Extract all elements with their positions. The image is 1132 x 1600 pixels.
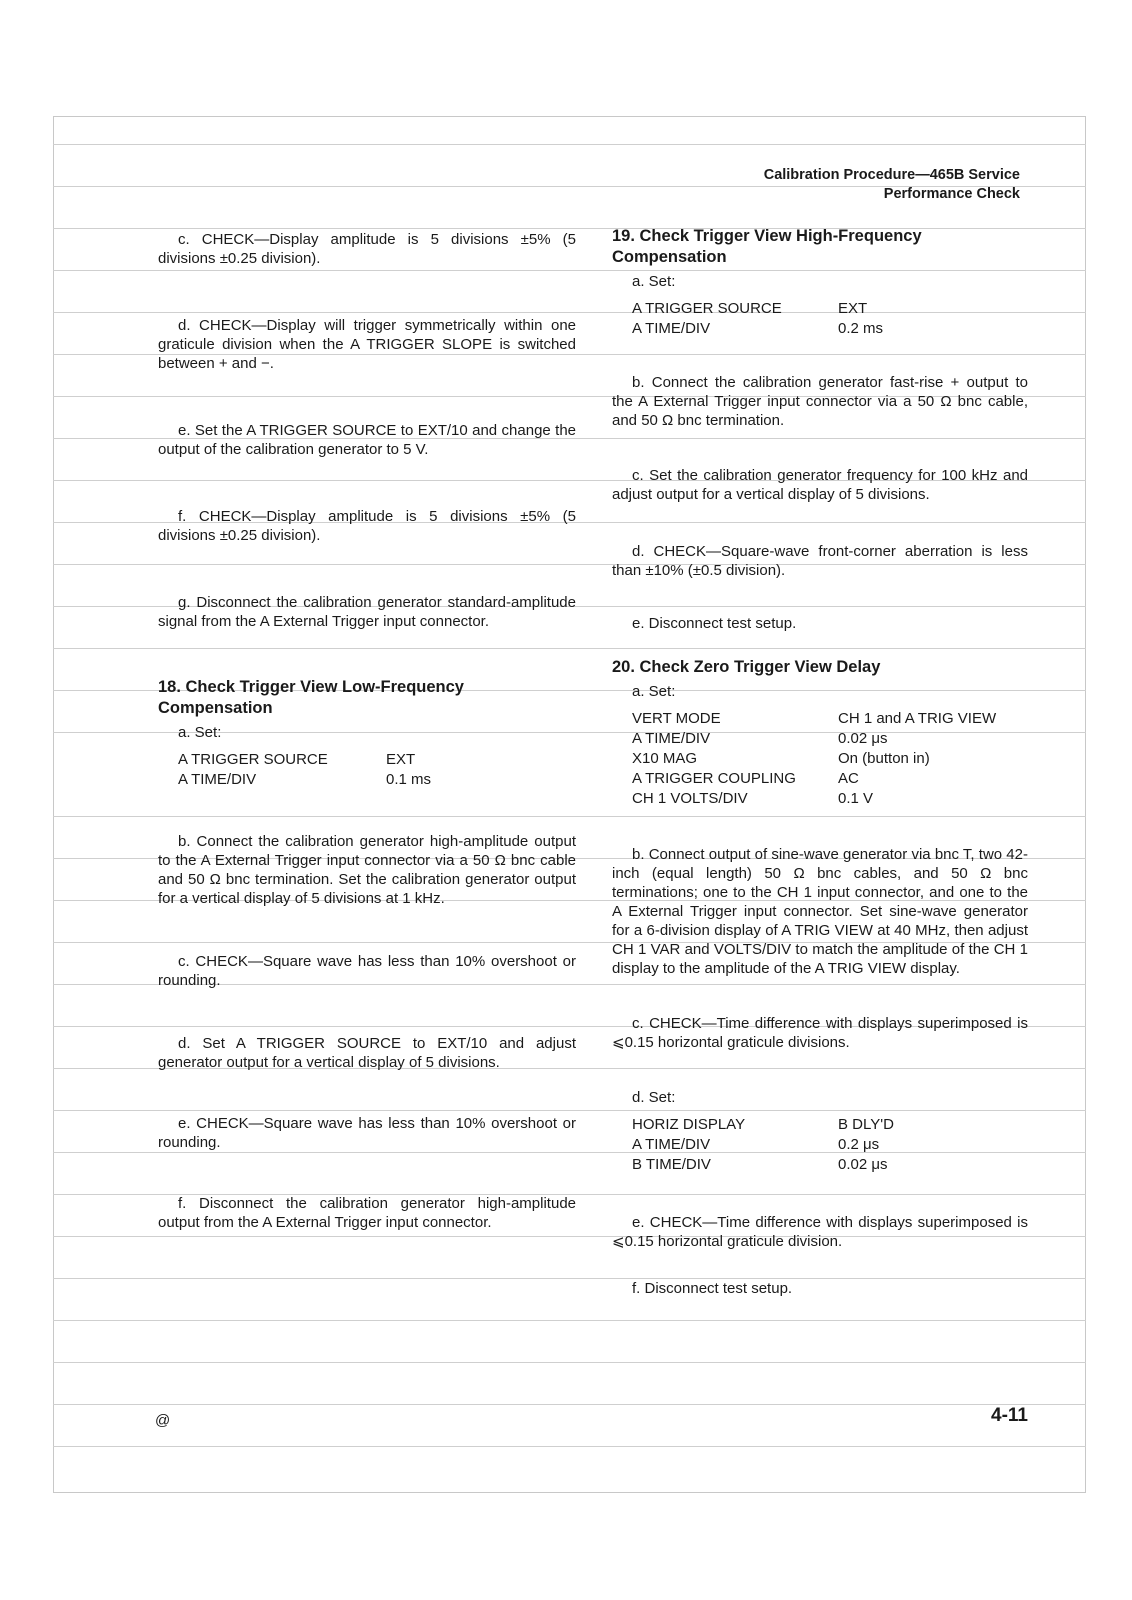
table-row bbox=[632, 1115, 894, 1135]
table-row bbox=[178, 750, 431, 770]
setting-value: 0.1 ms bbox=[386, 771, 432, 788]
setting-name: CH 1 VOLTS/DIV bbox=[632, 790, 748, 807]
step-g: g. Disconnect the calibration generator standard-amplitude signal from the A External Trigger input connector. bbox=[158, 594, 576, 630]
step-d: d. CHECK—Display will trigger symmetrically within one graticule division when the A TRIGGER SLOPE is switched between + and −. bbox=[158, 317, 576, 372]
divider-line bbox=[53, 1362, 1086, 1363]
step-19e: e. Disconnect test setup. bbox=[632, 615, 797, 632]
divider-line bbox=[53, 1446, 1086, 1447]
setting-value: 0.2 μs bbox=[838, 1136, 880, 1153]
running-header bbox=[764, 166, 1020, 204]
setting-value: EXT bbox=[386, 751, 416, 768]
header-title: Calibration Procedure—465B Service bbox=[763, 167, 1020, 183]
section-20-heading: 20. Check Zero Trigger View Delay bbox=[612, 658, 881, 676]
table-row bbox=[632, 299, 883, 319]
step-20c: c. CHECK—Time difference with displays superimposed is ⩽0.15 horizontal graticule divisions. bbox=[612, 1015, 1028, 1051]
step-e: e. Set the A TRIGGER SOURCE to EXT/10 and change the output of the calibration generator to 5 V. bbox=[158, 422, 576, 458]
step-19c: c. Set the calibration generator frequency for 100 kHz and adjust output for a vertical display of 5 divisions. bbox=[612, 467, 1028, 503]
step-18e: e. CHECK—Square wave has less than 10% overshoot or rounding. bbox=[158, 1115, 576, 1151]
table-row bbox=[632, 729, 996, 749]
step-18f: f. Disconnect the calibration generator high-amplitude output from the A External Trigger input connector. bbox=[158, 1195, 576, 1231]
table-row bbox=[632, 1155, 894, 1175]
section-18-heading: 18. Check Trigger View Low-Frequency Compensation bbox=[158, 678, 464, 717]
setting-value: AC bbox=[838, 770, 859, 787]
step-f: f. CHECK—Display amplitude is 5 divisions ±5% (5 divisions ±0.25 division). bbox=[158, 508, 576, 544]
step-18a: a. Set: bbox=[178, 724, 222, 741]
header-subtitle: Performance Check bbox=[883, 186, 1020, 202]
divider-line bbox=[53, 144, 1086, 145]
setting-name: VERT MODE bbox=[632, 710, 721, 727]
step-20a: a. Set: bbox=[632, 683, 676, 700]
setting-value: 0.2 ms bbox=[838, 320, 884, 337]
settings-table-18 bbox=[178, 750, 431, 790]
setting-value: 0.02 μs bbox=[838, 1156, 888, 1173]
table-row bbox=[632, 709, 996, 729]
step-20b: b. Connect output of sine-wave generator via bnc T, two 42-inch (equal length) 50 Ω bnc cables, and 50 Ω bnc terminations; one to the CH 1 input connector, and one to the A External Trigger input connector. Set sine-wave generator for a 6-division display of A TRIG VIEW at 40 MHz, then adjust CH 1 VAR and VOLTS/DIV to match the amplitude of the CH 1 display to the amplitude of the A TRIG VIEW display. bbox=[612, 846, 1028, 977]
step-20f: f. Disconnect test setup. bbox=[632, 1280, 793, 1297]
setting-value: On (button in) bbox=[838, 750, 930, 767]
setting-value: 0.1 V bbox=[838, 790, 874, 807]
step-18c: c. CHECK—Square wave has less than 10% overshoot or rounding. bbox=[158, 953, 576, 989]
step-18d: d. Set A TRIGGER SOURCE to EXT/10 and adjust generator output for a vertical display of 5 divisions. bbox=[158, 1035, 576, 1071]
step-c: c. CHECK—Display amplitude is 5 divisions ±5% (5 divisions ±0.25 division). bbox=[158, 231, 576, 267]
setting-value: EXT bbox=[838, 300, 868, 317]
setting-name: X10 MAG bbox=[632, 750, 698, 767]
setting-name: B TIME/DIV bbox=[632, 1156, 711, 1173]
setting-name: A TIME/DIV bbox=[178, 771, 257, 788]
step-19a: a. Set: bbox=[632, 273, 676, 290]
setting-value: CH 1 and A TRIG VIEW bbox=[838, 710, 997, 727]
table-row bbox=[632, 319, 883, 339]
right-column bbox=[612, 226, 1028, 1298]
setting-value: 0.02 μs bbox=[838, 730, 888, 747]
setting-name: A TIME/DIV bbox=[632, 1136, 711, 1153]
table-row bbox=[632, 789, 996, 809]
settings-table-19 bbox=[632, 299, 883, 339]
divider-line bbox=[53, 1320, 1086, 1321]
step-19d: d. CHECK—Square-wave front-corner aberration is less than ±10% (±0.5 division). bbox=[612, 543, 1028, 579]
table-row bbox=[632, 749, 996, 769]
table-row bbox=[632, 1135, 894, 1155]
page-number: 4-11 bbox=[991, 1405, 1028, 1426]
step-20d: d. Set: bbox=[632, 1089, 676, 1106]
section-19-heading: 19. Check Trigger View High-Frequency Compensation bbox=[612, 227, 922, 266]
settings-table-20d bbox=[632, 1115, 894, 1175]
setting-name: A TRIGGER SOURCE bbox=[632, 300, 782, 317]
setting-name: HORIZ DISPLAY bbox=[632, 1116, 746, 1133]
setting-value: B DLY'D bbox=[838, 1116, 894, 1133]
setting-name: A TIME/DIV bbox=[632, 320, 711, 337]
footer-mark: @ bbox=[155, 1412, 171, 1429]
setting-name: A TIME/DIV bbox=[632, 730, 711, 747]
step-19b: b. Connect the calibration generator fast-rise + output to the A External Trigger input connector via a 50 Ω bnc cable, and 50 Ω bnc termination. bbox=[612, 374, 1028, 429]
left-column bbox=[158, 230, 576, 1232]
divider-line bbox=[53, 1404, 1086, 1405]
setting-name: A TRIGGER SOURCE bbox=[178, 751, 328, 768]
step-20e: e. CHECK—Time difference with displays superimposed is ⩽0.15 horizontal graticule division. bbox=[612, 1214, 1028, 1250]
settings-table-20 bbox=[632, 709, 996, 809]
setting-name: A TRIGGER COUPLING bbox=[632, 770, 796, 787]
table-row bbox=[178, 770, 431, 790]
table-row bbox=[632, 769, 996, 789]
step-18b: b. Connect the calibration generator high-amplitude output to the A External Trigger input connector via a 50 Ω bnc cable and 50 Ω bnc termination. Set the calibration generator output for a vertical display of 5 divisions at 1 kHz. bbox=[158, 833, 576, 907]
